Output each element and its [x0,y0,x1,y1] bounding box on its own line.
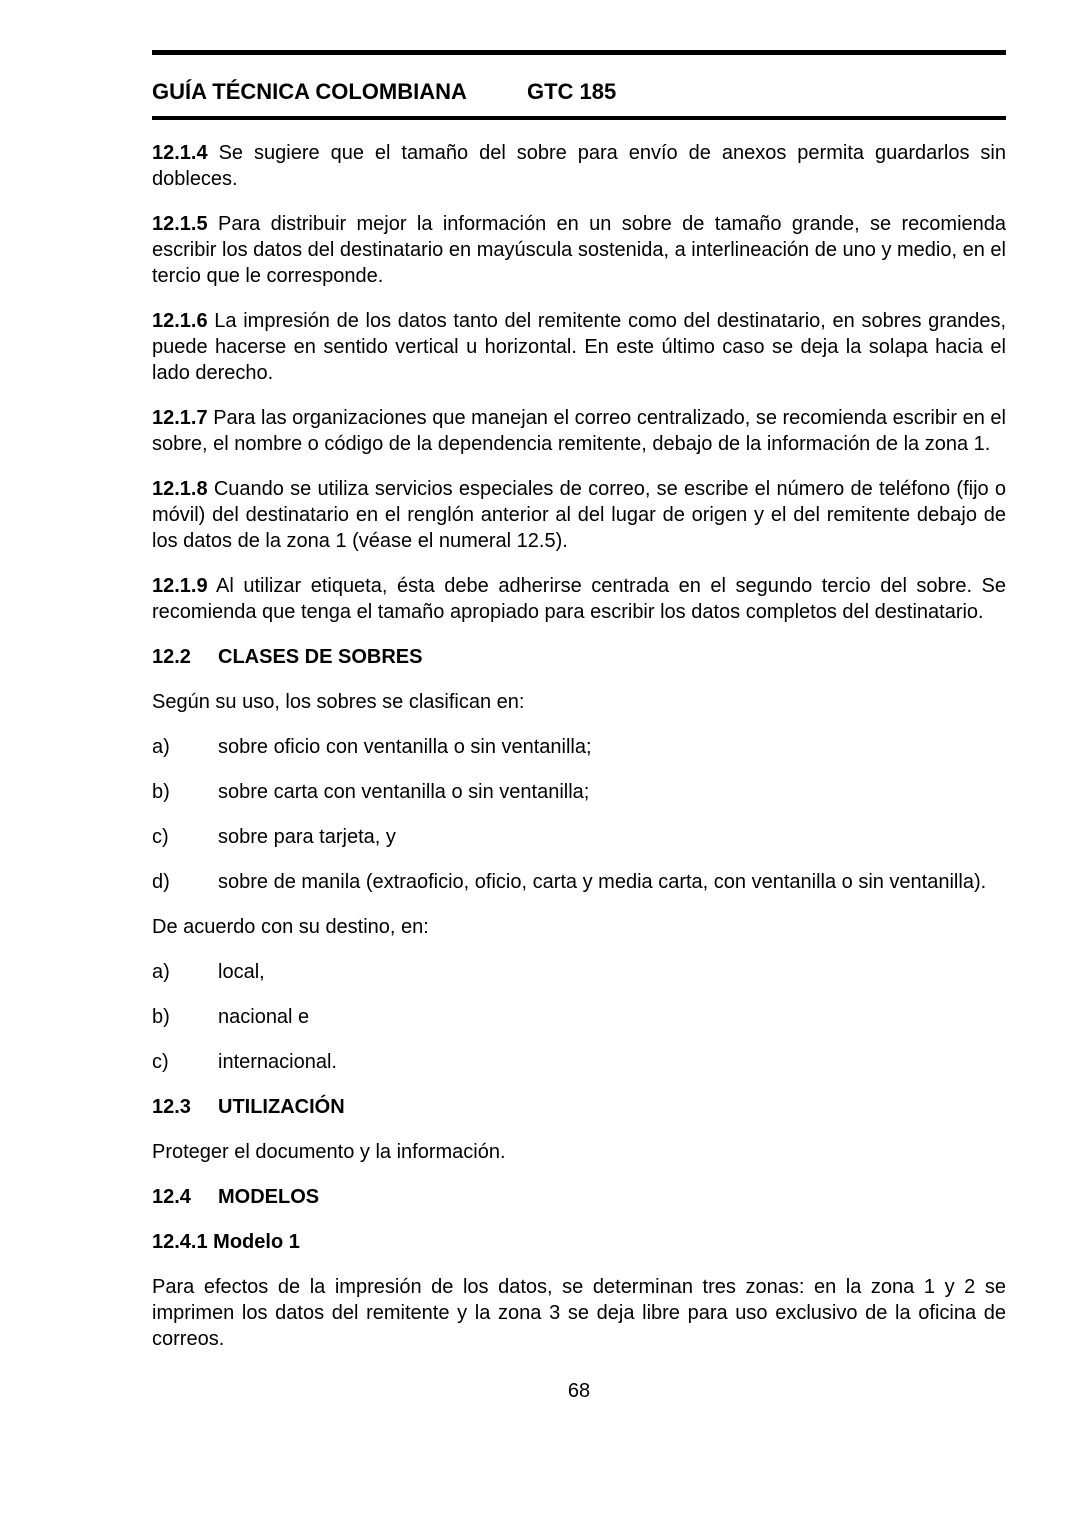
section-number: 12.2 [152,646,191,668]
paragraph-text: Se sugiere que el tamaño del sobre para envío de anexos permita guardarlos sin dobleces. [152,142,1006,190]
list-item-destino-b [152,1004,1006,1030]
section-heading-12-2 [152,644,1006,670]
subsection-number: 12.4.1 [152,1231,208,1253]
document-title: GUÍA TÉCNICA COLOMBIANA [152,79,467,104]
list-item-text: internacional. [218,1051,337,1073]
section-title: MODELOS [218,1186,320,1208]
list-item-label: a) [152,961,170,983]
intro-uso: Según su uso, los sobres se clasifican en: [152,691,525,713]
list-item-label: b) [152,1006,170,1028]
list-item-text: sobre oficio con ventanilla o sin ventanilla; [218,736,592,758]
paragraph-text: Al utilizar etiqueta, ésta debe adherirse centrada en el segundo tercio del sobre. Se recomienda que tenga el tamaño apropiado para escribir los datos completos del destinatario. [152,575,1006,623]
list-item-label: d) [152,871,170,893]
paragraph-modelo1: Para efectos de la impresión de los datos, se determinan tres zonas: en la zona 1 y 2 se imprimen los datos del remitente y la zona 3 se deja libre para uso exclusivo de la oficina de correos. [152,1276,1006,1350]
list-item-destino-a [152,959,1006,985]
paragraph-text: Cuando se utiliza servicios especiales de correo, se escribe el número de teléfono (fijo o móvil) del destinatario en el renglón anterior al del lugar de origen y el del remitente debajo de los datos de la zona 1 (véase el numeral 12.5). [152,478,1007,552]
list-item-uso-d [152,869,1006,895]
paragraph-text: Para las organizaciones que manejan el correo centralizado, se recomienda escribir en el sobre, el nombre o código de la dependencia remitente, debajo de la información de la zona 1. [152,407,1007,455]
utilizacion-body: Proteger el documento y la información. [152,1141,506,1163]
list-item-destino-c [152,1049,1006,1075]
list-item-text: nacional e [218,1006,310,1028]
paragraph-number: 12.1.5 [152,213,208,235]
paragraph-12-1-8 [152,476,1006,554]
subsection-heading-12-4-1 [152,1229,1006,1255]
document-body [152,120,1006,1404]
list-item-text: sobre para tarjeta, y [218,826,396,848]
subsection-title: Modelo 1 [213,1231,300,1253]
section-number: 12.4 [152,1186,191,1208]
list-item-uso-b [152,779,1006,805]
paragraph-number: 12.1.7 [152,407,208,429]
paragraph-12-1-7 [152,405,1006,457]
list-item-uso-c [152,824,1006,850]
page-number: 68 [567,1380,591,1402]
section-number: 12.3 [152,1096,191,1118]
paragraph-12-1-6 [152,308,1006,386]
paragraph-text: Para distribuir mejor la información en un sobre de tamaño grande, se recomienda escribir los datos del destinatario en mayúscula sostenida, a interlineación de uno y medio, en el tercio que le corresponde. [152,213,1007,287]
paragraph-number: 12.1.6 [152,310,208,332]
intro-destino: De acuerdo con su destino, en: [152,916,429,938]
list-item-label: c) [152,826,169,848]
paragraph-number: 12.1.8 [152,478,208,500]
list-item-uso-a [152,734,1006,760]
section-heading-12-3 [152,1094,1006,1120]
paragraph-12-1-9 [152,573,1006,625]
paragraph-text: La impresión de los datos tanto del remitente como del destinatario, en sobres grandes, puede hacerse en sentido vertical u horizontal. En este último caso se deja la solapa hacia el lado derecho. [152,310,1006,384]
header-row [152,55,1006,116]
section-title: UTILIZACIÓN [218,1096,345,1118]
paragraph-12-1-5 [152,211,1006,289]
document-code: GTC 185 [527,79,617,104]
paragraph-number: 12.1.4 [152,142,208,164]
list-item-text: local, [218,961,265,983]
page-header [152,50,1006,120]
list-item-label: a) [152,736,170,758]
list-item-text: sobre de manila (extraoficio, oficio, carta y media carta, con ventanilla o sin ventanilla). [218,871,987,893]
list-item-label: b) [152,781,170,803]
list-item-text: sobre carta con ventanilla o sin ventanilla; [218,781,590,803]
section-heading-12-4 [152,1184,1006,1210]
section-title: CLASES DE SOBRES [218,646,423,668]
paragraph-number: 12.1.9 [152,575,208,597]
paragraph-12-1-4 [152,140,1006,192]
list-item-label: c) [152,1051,169,1073]
